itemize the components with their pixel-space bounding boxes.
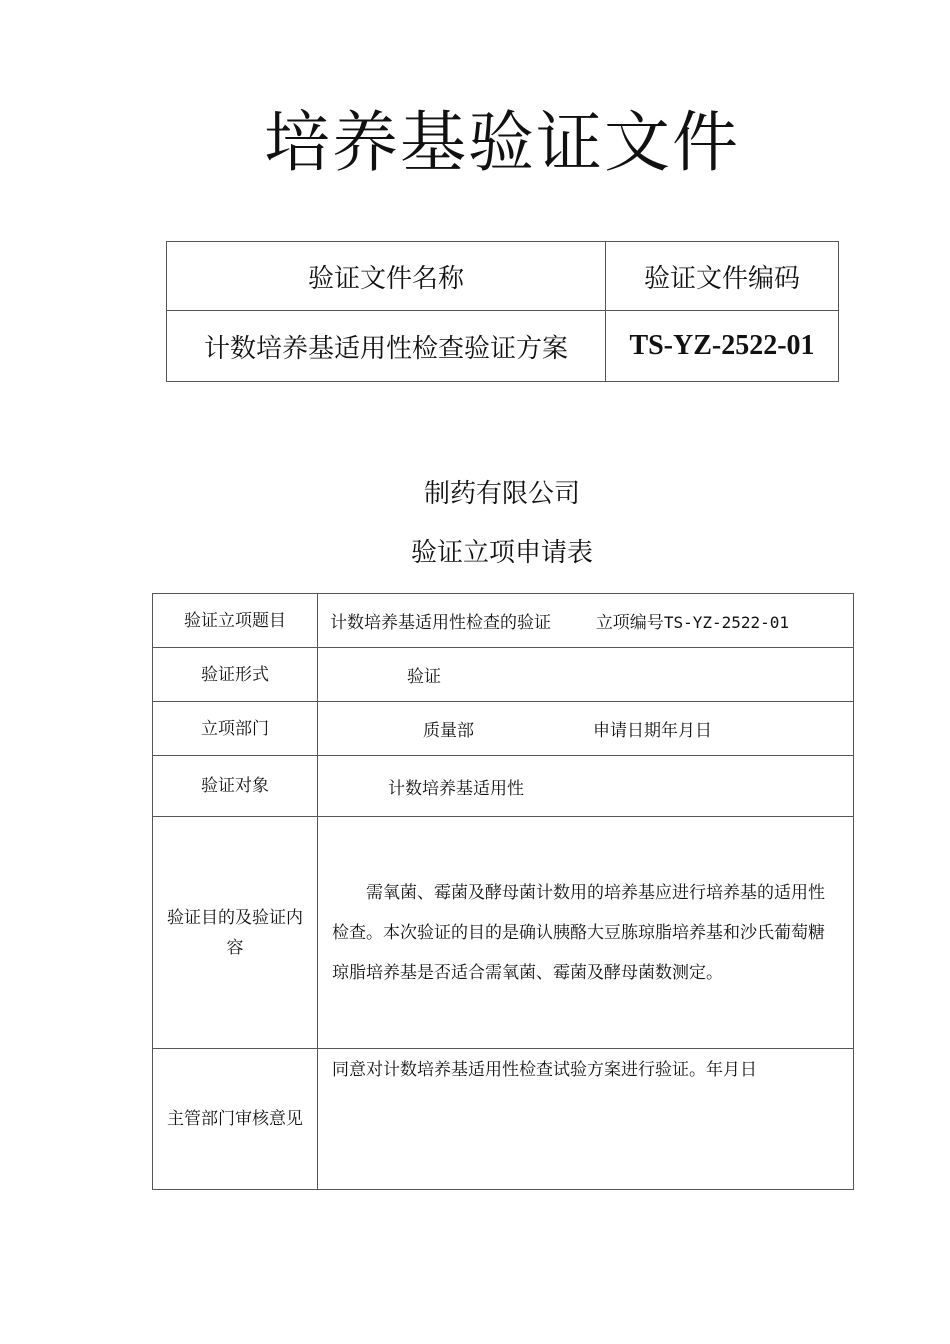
file-name-header: 验证文件名称 (167, 242, 606, 311)
topic-row (153, 594, 854, 648)
form-type-value: 验证 (318, 648, 854, 702)
apply-date: 申请日期年月日 (593, 721, 712, 741)
form-type-row (153, 648, 854, 702)
project-no-label: 立项编号 (595, 613, 664, 633)
file-table-header-row (167, 242, 839, 311)
object-value: 计数培养基适用性 (318, 756, 854, 817)
topic-cell (318, 594, 854, 648)
department-row (153, 702, 854, 756)
department-cell (318, 702, 854, 756)
object-row (153, 756, 854, 817)
company-name: 制药有限公司 (423, 479, 580, 509)
form-title: 验证立项申请表 (410, 538, 593, 568)
department-value: 质量部 (423, 721, 474, 741)
form-type-label: 验证形式 (153, 648, 318, 702)
topic-value: 计数培养基适用性检查的验证 (330, 613, 551, 633)
purpose-label: 验证目的及验证内容 (153, 817, 318, 1049)
file-table-value-row (167, 311, 839, 382)
object-label: 验证对象 (153, 756, 318, 817)
file-code-value: TS-YZ-2522-01 (606, 311, 839, 382)
file-info-table (166, 241, 839, 382)
project-no-value: TS-YZ-2522-01 (663, 613, 790, 632)
purpose-row (153, 817, 854, 1049)
department-label: 立项部门 (153, 702, 318, 756)
application-form-table (152, 593, 854, 1190)
review-label: 主管部门审核意见 (153, 1049, 318, 1190)
review-text: 同意对计数培养基适用性检查试验方案进行验证。年月日 (318, 1049, 854, 1190)
topic-label: 验证立项题目 (153, 594, 318, 648)
file-code-header: 验证文件编码 (606, 242, 839, 311)
review-row (153, 1049, 854, 1190)
file-name-value: 计数培养基适用性检查验证方案 (167, 311, 606, 382)
document-title: 培养基验证文件 (264, 104, 740, 181)
purpose-text: 需氧菌、霉菌及酵母菌计数用的培养基应进行培养基的适用性检查。本次验证的目的是确认胰酪大豆胨琼脂培养基和沙氏葡萄糖琼脂培养基是否适合需氧菌、霉菌及酵母菌数测定。 (318, 817, 854, 1049)
